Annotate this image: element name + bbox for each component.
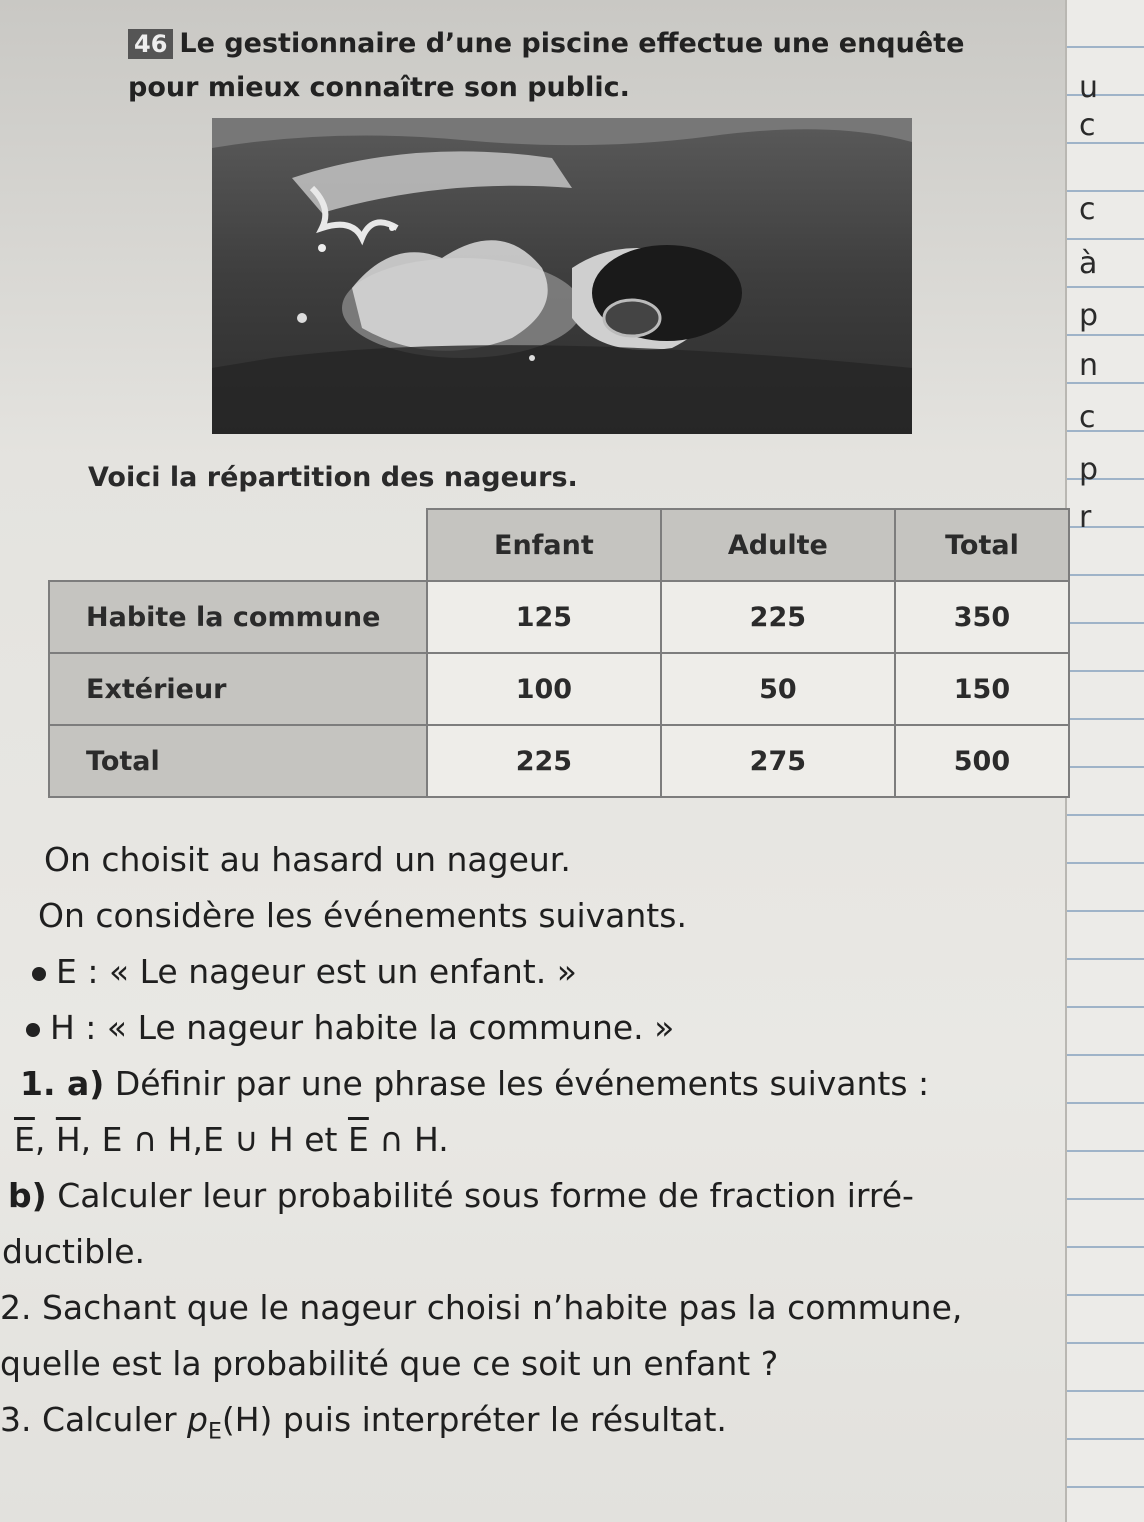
- side-letter: c: [1079, 108, 1096, 143]
- events-text: ∩ H.: [368, 1120, 449, 1159]
- question-text: Calculer leur probabilité sous forme de fraction irré-: [57, 1176, 914, 1215]
- table-cell: 150: [895, 653, 1069, 725]
- question-number: 1. a): [20, 1064, 105, 1103]
- column-header: Enfant: [427, 509, 661, 581]
- question-text: ductible.: [2, 1232, 146, 1271]
- row-header: Extérieur: [49, 653, 427, 725]
- bullet-text: H : « Le nageur habite la commune. »: [50, 1008, 675, 1047]
- column-header: Adulte: [661, 509, 895, 581]
- question-text: Définir par une phrase les événements suivants :: [114, 1064, 930, 1103]
- table-row: [49, 725, 1069, 797]
- question-text: (H) puis interpréter le résultat.: [221, 1400, 727, 1439]
- table-cell: 125: [427, 581, 661, 653]
- side-letter: c: [1079, 400, 1096, 435]
- table-cell: 100: [427, 653, 661, 725]
- question-1b: [0, 1168, 1144, 1224]
- event-h-complement: $\overline{H}$: [55, 1120, 81, 1159]
- exercise-header: [128, 22, 1028, 110]
- question-2: 2. Sachant que le nageur choisi n’habite pas la commune,: [0, 1288, 963, 1327]
- text-line: On considère les événements suivants.: [38, 896, 687, 935]
- table-header-row: [49, 509, 1069, 581]
- swimmer-photo: [212, 118, 912, 434]
- bullet-item: [0, 944, 1144, 1000]
- table-cell: 500: [895, 725, 1069, 797]
- row-header: Total: [49, 725, 427, 797]
- table-cell: 350: [895, 581, 1069, 653]
- event-e-complement: $\overline{E}$: [347, 1120, 369, 1159]
- side-letter: r: [1079, 500, 1092, 535]
- bullet-item: [0, 1000, 1144, 1056]
- swimmer-photo-illustration: [212, 118, 912, 434]
- table-cell: 275: [661, 725, 895, 797]
- question-number: b): [8, 1176, 47, 1215]
- prob-symbol: p: [187, 1400, 208, 1439]
- side-letter: p: [1079, 452, 1099, 487]
- table-cell: 225: [661, 581, 895, 653]
- exercise-body: [0, 832, 1144, 1461]
- bullet-dot: [32, 967, 46, 981]
- side-letter: p: [1079, 298, 1099, 333]
- question-3: [0, 1392, 1144, 1461]
- side-letter: u: [1079, 70, 1099, 105]
- intro-text: Voici la répartition des nageurs.: [88, 462, 578, 493]
- table-cell: 225: [427, 725, 661, 797]
- exercise-line-1: Le gestionnaire d’une piscine effectue une enquête: [179, 28, 965, 59]
- text-line: On choisit au hasard un nageur.: [44, 840, 571, 879]
- events-line: $\overline{E}$, $\overline{H}$, E ∩ H,E ∪ H et $\overline{E}$ ∩ H.: [14, 1120, 449, 1159]
- distribution-table: [48, 508, 1070, 798]
- column-header: Total: [895, 509, 1069, 581]
- row-header: Habite la commune: [49, 581, 427, 653]
- question-text: 3. Calculer: [0, 1400, 187, 1439]
- side-letter: c: [1079, 192, 1096, 227]
- events-text: , E ∩ H,E ∪ H et: [80, 1120, 348, 1159]
- exercise-number: 46: [128, 29, 173, 59]
- side-letter: à: [1079, 246, 1098, 281]
- exercise-line-2: pour mieux connaître son public.: [128, 72, 630, 103]
- table-row: [49, 653, 1069, 725]
- table-row: [49, 581, 1069, 653]
- table-cell: 50: [661, 653, 895, 725]
- bullet-text: E : « Le nageur est un enfant. »: [56, 952, 577, 991]
- bullet-dot: [26, 1023, 40, 1037]
- event-e-complement: $\overline{E}$: [14, 1120, 35, 1159]
- question-2-cont: quelle est la probabilité que ce soit un enfant ?: [0, 1344, 779, 1383]
- prob-subscript: E: [207, 1419, 222, 1445]
- table-corner: [49, 509, 427, 581]
- side-letter: n: [1079, 348, 1099, 383]
- question-1a: [0, 1056, 1144, 1112]
